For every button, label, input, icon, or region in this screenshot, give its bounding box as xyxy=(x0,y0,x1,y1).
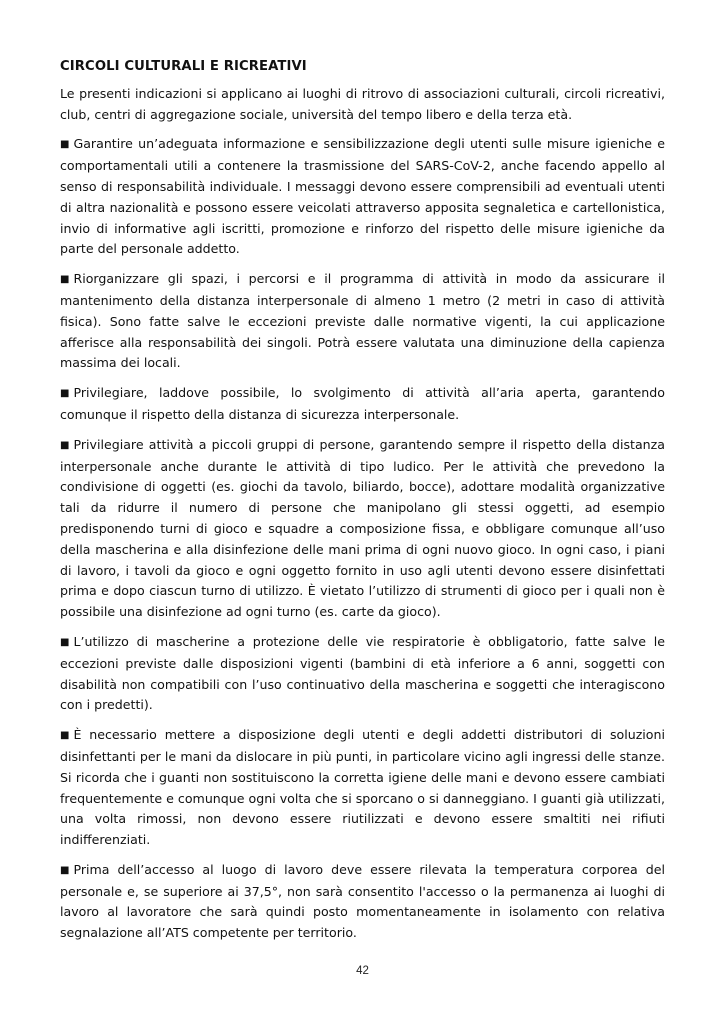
bullet-paragraph-5 xyxy=(60,632,665,716)
bullet-paragraph-4 xyxy=(60,435,665,623)
bullet-square-icon: ■ xyxy=(60,864,70,876)
bullet-square-icon: ■ xyxy=(60,388,70,400)
bullet-text: Riorganizzare gli spazi, i percorsi e il programma di attività in modo da assicurare il mantenimento della distanza interpersonale di almeno 1 metro (2 metri in caso di attività fisica). Sono fatte salve le eccezioni previste dalle normative vigenti, la cui applicazione afferisce alla responsabilità dei singoli. Potrà essere valutata una diminuzione della capienza massima dei locali. xyxy=(60,271,665,371)
bullet-paragraph-2 xyxy=(60,269,665,374)
bullet-text: È necessario mettere a disposizione degli utenti e degli addetti distributori di soluzioni disinfettanti per le mani da dislocare in più punti, in particolare vicino agli ingressi delle stanze. Si ricorda che i guanti non sostituiscono la corretta igiene delle mani e devono essere cambiati frequentemente e comunque ogni volta che si sporcano o si danneggiano. I guanti già utilizzati, una volta rimossi, non devono essere riutilizzati e devono essere smaltiti nei rifiuti indifferenziati. xyxy=(60,727,665,848)
bullet-text: Privilegiare attività a piccoli gruppi di persone, garantendo sempre il rispetto della distanza interpersonale anche durante le attività di tipo ludico. Per le attività che prevedono la condivisione di oggetti (es. giochi da tavolo, biliardo, bocce), adottare modalità organizzative tali da ridurre il numero di persone che manipolano gli stessi oggetti, ad esempio predisponendo turni di gioco e squadre a composizione fissa, e obbligare comunque all’uso della mascherina e alla disinfezione delle mani prima di ogni nuovo gioco. In ogni caso, i piani di lavoro, i tavoli da gioco e ogni oggetto fornito in uso agli utenti devono essere disinfettati prima e dopo ciascun turno di utilizzo. È vietato l’utilizzo di strumenti di gioco per i quali non è possibile una disinfezione ad ogni turno (es. carte da gioco). xyxy=(60,436,665,620)
section-title: CIRCOLI CULTURALI E RICREATIVI xyxy=(60,59,307,74)
bullet-text: Garantire un’adeguata informazione e sensibilizzazione degli utenti sulle misure igieniche e comportamentali utili a contenere la trasmissione del SARS-CoV-2, anche facendo appello al senso di responsabilità individuale. I messaggi devono essere comprensibili ad eventuali utenti di altra nazionalità e possono essere veicolati attraverso apposita segnaletica e cartellonistica, invio di informative agli iscritti, promozione e rinforzo del rispetto delle misure igieniche da parte del personale addetto. xyxy=(60,136,665,257)
bullet-text: Prima dell’accesso al luogo di lavoro deve essere rilevata la temperatura corporea del personale e, se superiore ai 37,5°, non sarà consentito l'accesso o la permanenza ai luoghi di lavoro al lavoratore che sarà quindi posto momentaneamente in isolamento con relativa segnalazione all’ATS competente per territorio. xyxy=(60,861,665,941)
bullet-square-icon: ■ xyxy=(60,439,70,451)
bullet-square-icon: ■ xyxy=(60,139,70,151)
page-number: 42 xyxy=(356,965,369,977)
bullet-square-icon: ■ xyxy=(60,636,70,648)
bullet-paragraph-3 xyxy=(60,383,665,426)
bullet-paragraph-7 xyxy=(60,860,665,944)
bullet-paragraph-1 xyxy=(60,134,665,260)
bullet-text: Privilegiare, laddove possibile, lo svolgimento di attività all’aria aperta, garantendo comunque il rispetto della distanza di sicurezza interpersonale. xyxy=(60,385,665,422)
intro-paragraph: Le presenti indicazioni si applicano ai luoghi di ritrovo di associazioni culturali, circoli ricreativi, club, centri di aggregazione sociale, università del tempo libero e della terza età. xyxy=(60,85,665,122)
bullet-text: L’utilizzo di mascherine a protezione delle vie respiratorie è obbligatorio, fatte salve le eccezioni previste dalle disposizioni vigenti (bambini di età inferiore a 6 anni, soggetti con disabilità non compatibili con l’uso continuativo della mascherina e soggetti che interagiscono con i predetti). xyxy=(60,633,665,713)
bullet-square-icon: ■ xyxy=(60,274,70,286)
page-content xyxy=(60,57,665,953)
bullet-paragraph-6 xyxy=(60,725,665,851)
bullet-square-icon: ■ xyxy=(60,730,70,742)
